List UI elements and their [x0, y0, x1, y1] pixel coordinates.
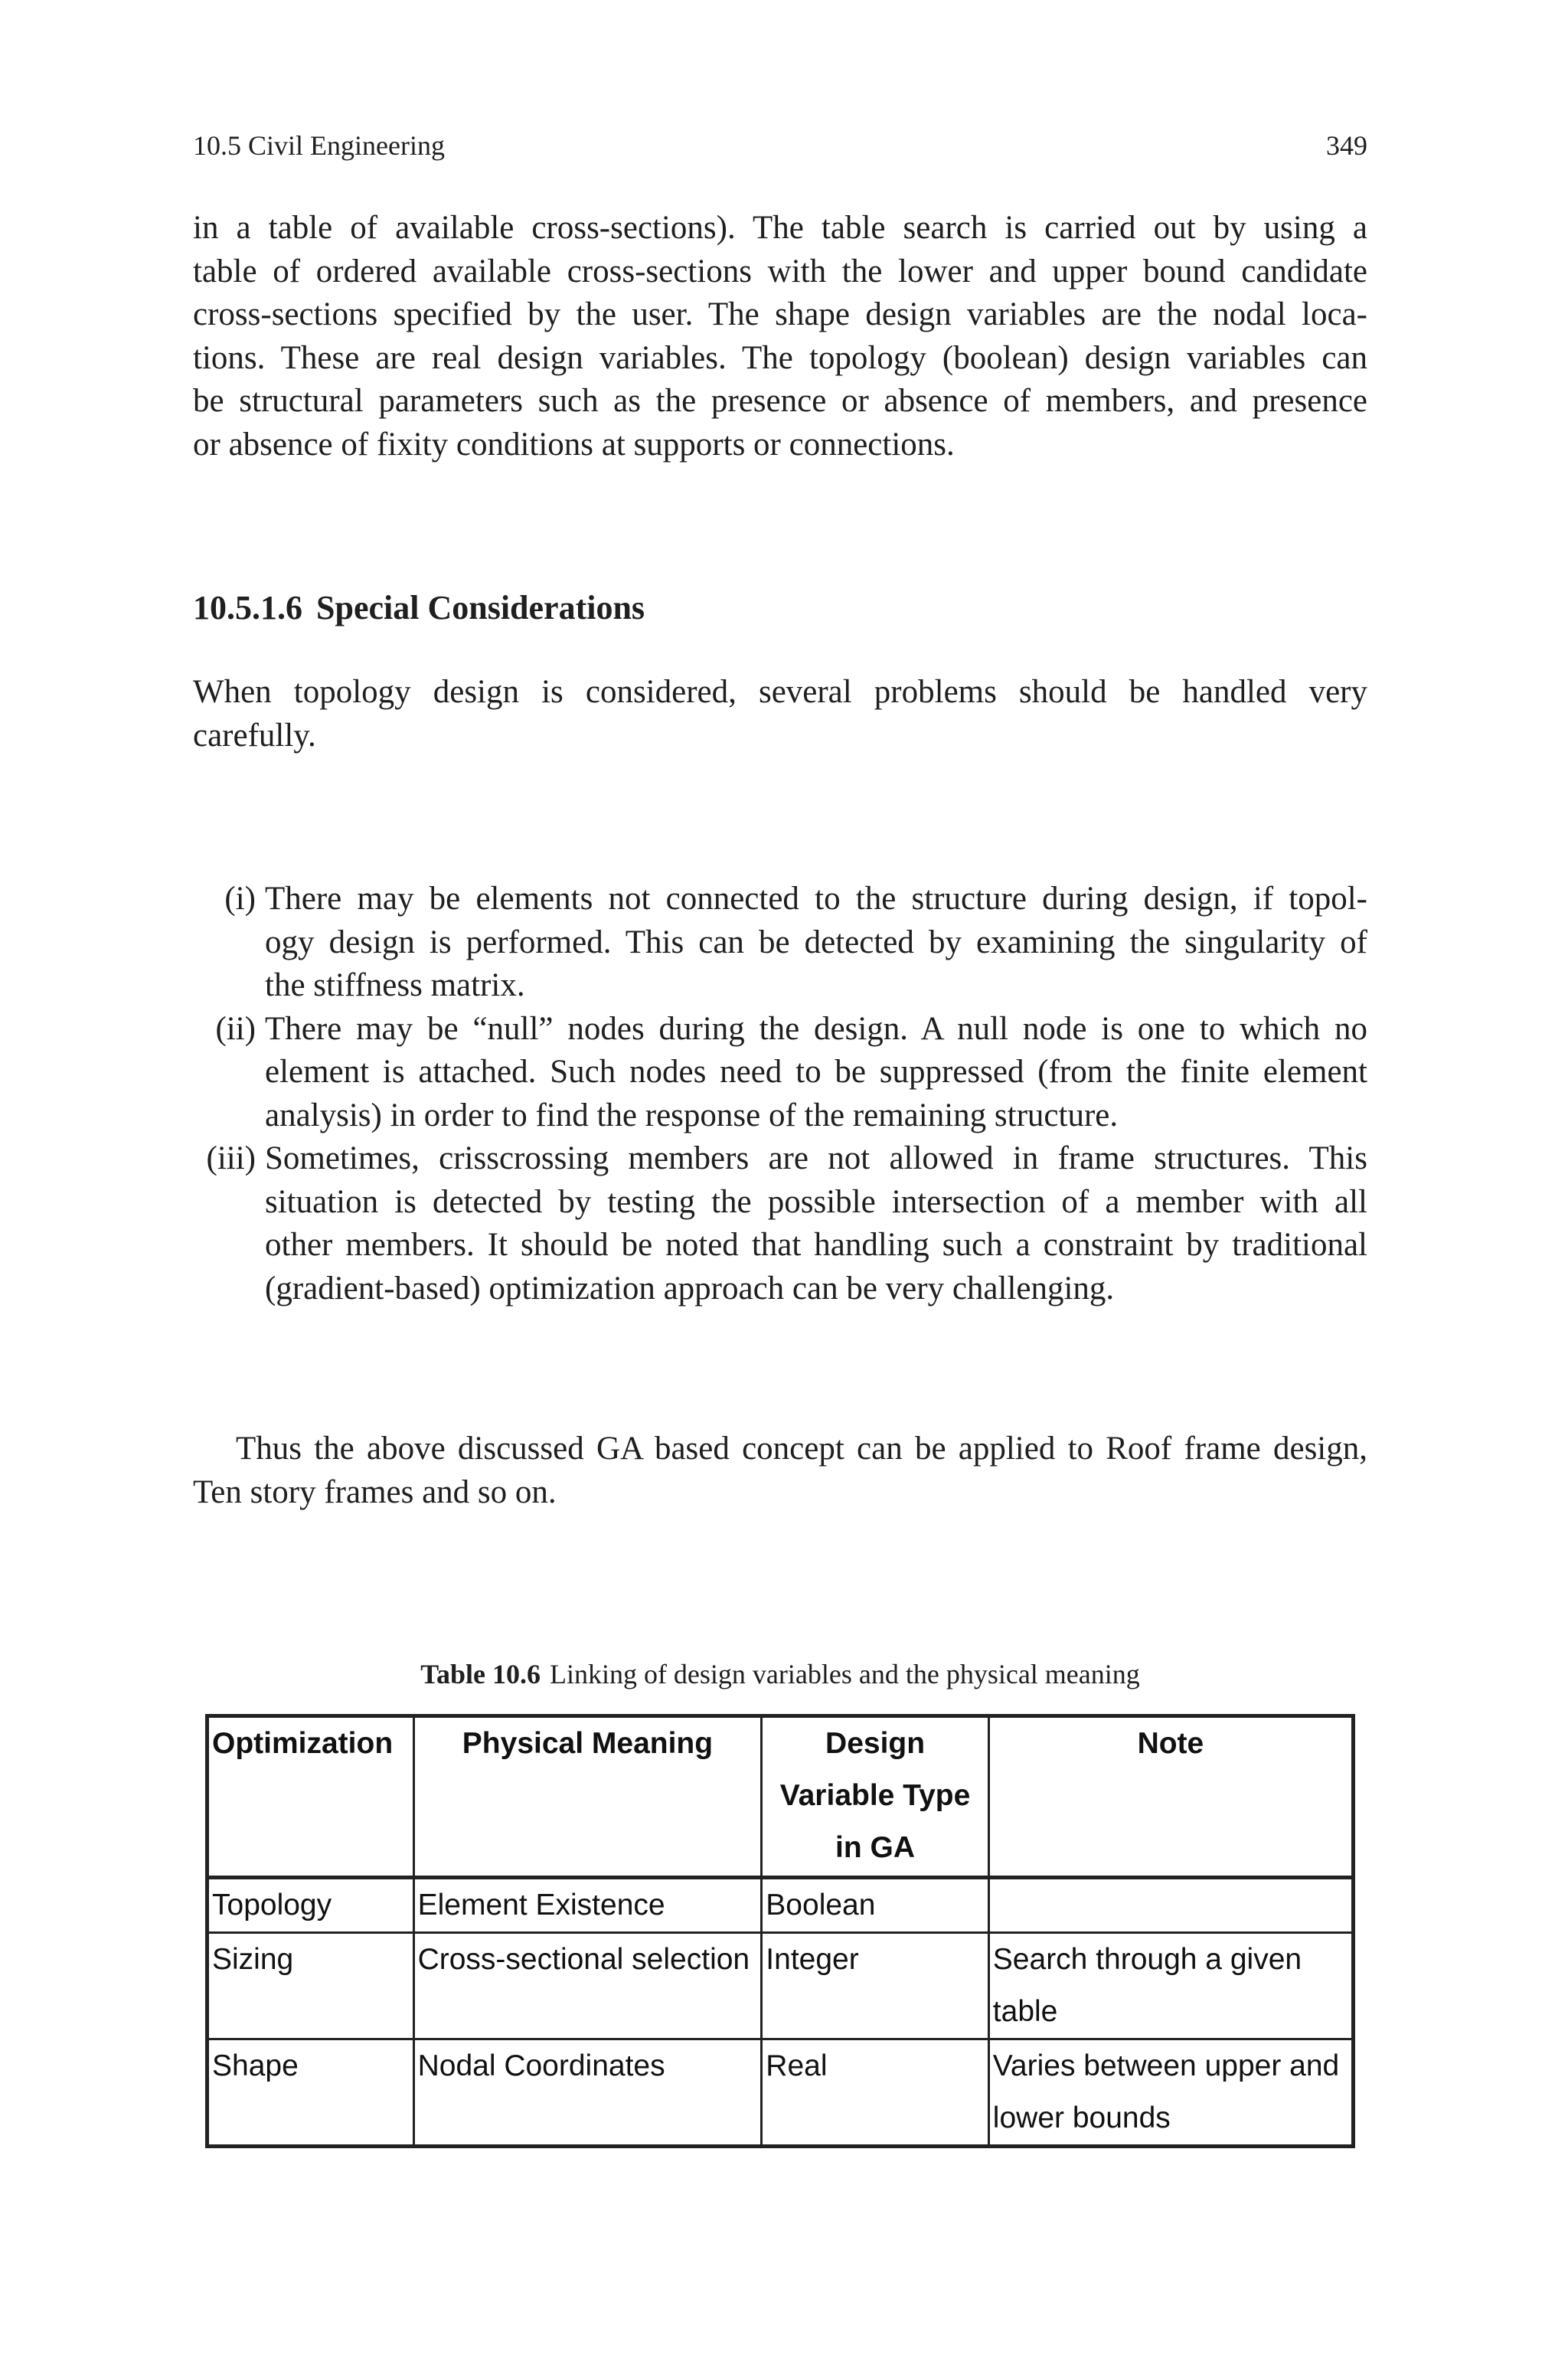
paragraph-cross-sections: [193, 207, 1367, 466]
header-line: Design: [825, 1727, 926, 1760]
note-line: Varies between upper and: [992, 2049, 1340, 2082]
section-heading: [193, 587, 645, 630]
cell-type: Boolean: [762, 1878, 989, 1933]
cell-type: Integer: [762, 1933, 989, 2039]
text-line: other members. It should be noted that handling such a constraint by traditional: [265, 1227, 1367, 1263]
text-line: the stiffness matrix.: [265, 967, 525, 1003]
list-marker: (ii): [215, 1010, 256, 1047]
paragraph-ga-concept: [193, 1428, 1367, 1514]
table-row: [207, 2039, 1354, 2147]
running-head-section: 10.5 Civil Engineering: [193, 130, 445, 161]
header-physical-meaning: Physical Meaning: [413, 1716, 762, 1878]
header-line: Variable Type: [779, 1779, 971, 1812]
paragraph-topology-intro: [193, 671, 1367, 757]
table-header-row: [207, 1716, 1354, 1878]
text-line: analysis) in order to find the response of the remaining structure.: [265, 1097, 1119, 1133]
list-item: [193, 878, 1367, 1008]
header-line: in GA: [835, 1831, 916, 1864]
note-line: Search through a given: [992, 1943, 1302, 1976]
text-line: or absence of fixity conditions at supports or connections.: [193, 426, 955, 463]
text-line: When topology design is considered, several problems should be handled very: [193, 674, 1367, 710]
cell-note: [988, 2039, 1353, 2147]
text-line: Ten story frames and so on.: [193, 1473, 557, 1510]
cell-physical-meaning: Cross-sectional selection: [413, 1933, 762, 2039]
note-line: table: [992, 1995, 1058, 2028]
text-line: There may be “null” nodes during the design. A null node is one to which no: [265, 1010, 1367, 1047]
cell-optimization: Topology: [207, 1878, 414, 1933]
text-line: situation is detected by testing the possible intersection of a member with all: [265, 1183, 1367, 1220]
page-number: 349: [1326, 130, 1367, 161]
text-line: cross-sections specified by the user. The shape design variables are the nodal loca-: [193, 296, 1367, 332]
section-title: Special Considerations: [316, 589, 645, 626]
table-caption-text: Linking of design variables and the physical meaning: [549, 1659, 1140, 1689]
list-marker: (iii): [206, 1140, 256, 1176]
cell-optimization: Sizing: [207, 1933, 414, 2039]
text-line: (gradient-based) optimization approach can be very challenging.: [265, 1270, 1115, 1307]
note-line: lower bounds: [992, 2101, 1171, 2134]
cell-physical-meaning: Nodal Coordinates: [413, 2039, 762, 2147]
text-line: element is attached. Such nodes need to be suppressed (from the finite element: [265, 1054, 1367, 1090]
text-line: ogy design is performed. This can be detected by examining the singularity of: [265, 924, 1367, 960]
header-optimization: Optimization: [207, 1716, 414, 1878]
cell-type: Real: [762, 2039, 989, 2147]
text-line: tions. These are real design variables. The topology (boolean) design variables can: [193, 339, 1367, 376]
text-line: There may be elements not connected to the structure during design, if topol-: [265, 881, 1367, 917]
list-item: [193, 1008, 1367, 1138]
section-number: 10.5.1.6: [193, 589, 302, 626]
header-note: Note: [988, 1716, 1353, 1878]
table-caption: [193, 1657, 1367, 1691]
list-item: [193, 1137, 1367, 1310]
text-line: in a table of available cross-sections). The table search is carried out by using a: [193, 210, 1367, 246]
design-variables-table: [205, 1714, 1355, 2148]
text-line: carefully.: [193, 717, 316, 754]
table-caption-label: Table 10.6: [420, 1659, 541, 1689]
cell-physical-meaning: Element Existence: [413, 1878, 762, 1933]
cell-note: [988, 1878, 1353, 1933]
cell-note: [988, 1933, 1353, 2039]
text-line: table of ordered available cross-sections with the lower and upper bound candidate: [193, 253, 1367, 289]
cell-optimization: Shape: [207, 2039, 414, 2147]
text-line: be structural parameters such as the presence or absence of members, and presence: [193, 383, 1367, 419]
table-row: [207, 1878, 1354, 1933]
considerations-list: [193, 878, 1367, 1310]
header-design-variable-type: [762, 1716, 989, 1878]
list-marker: (i): [224, 881, 256, 917]
text-line: Thus the above discussed GA based concept can be applied to Roof frame design,: [236, 1431, 1367, 1467]
text-line: Sometimes, crisscrossing members are not allowed in frame structures. This: [265, 1140, 1367, 1176]
table-row: [207, 1933, 1354, 2039]
